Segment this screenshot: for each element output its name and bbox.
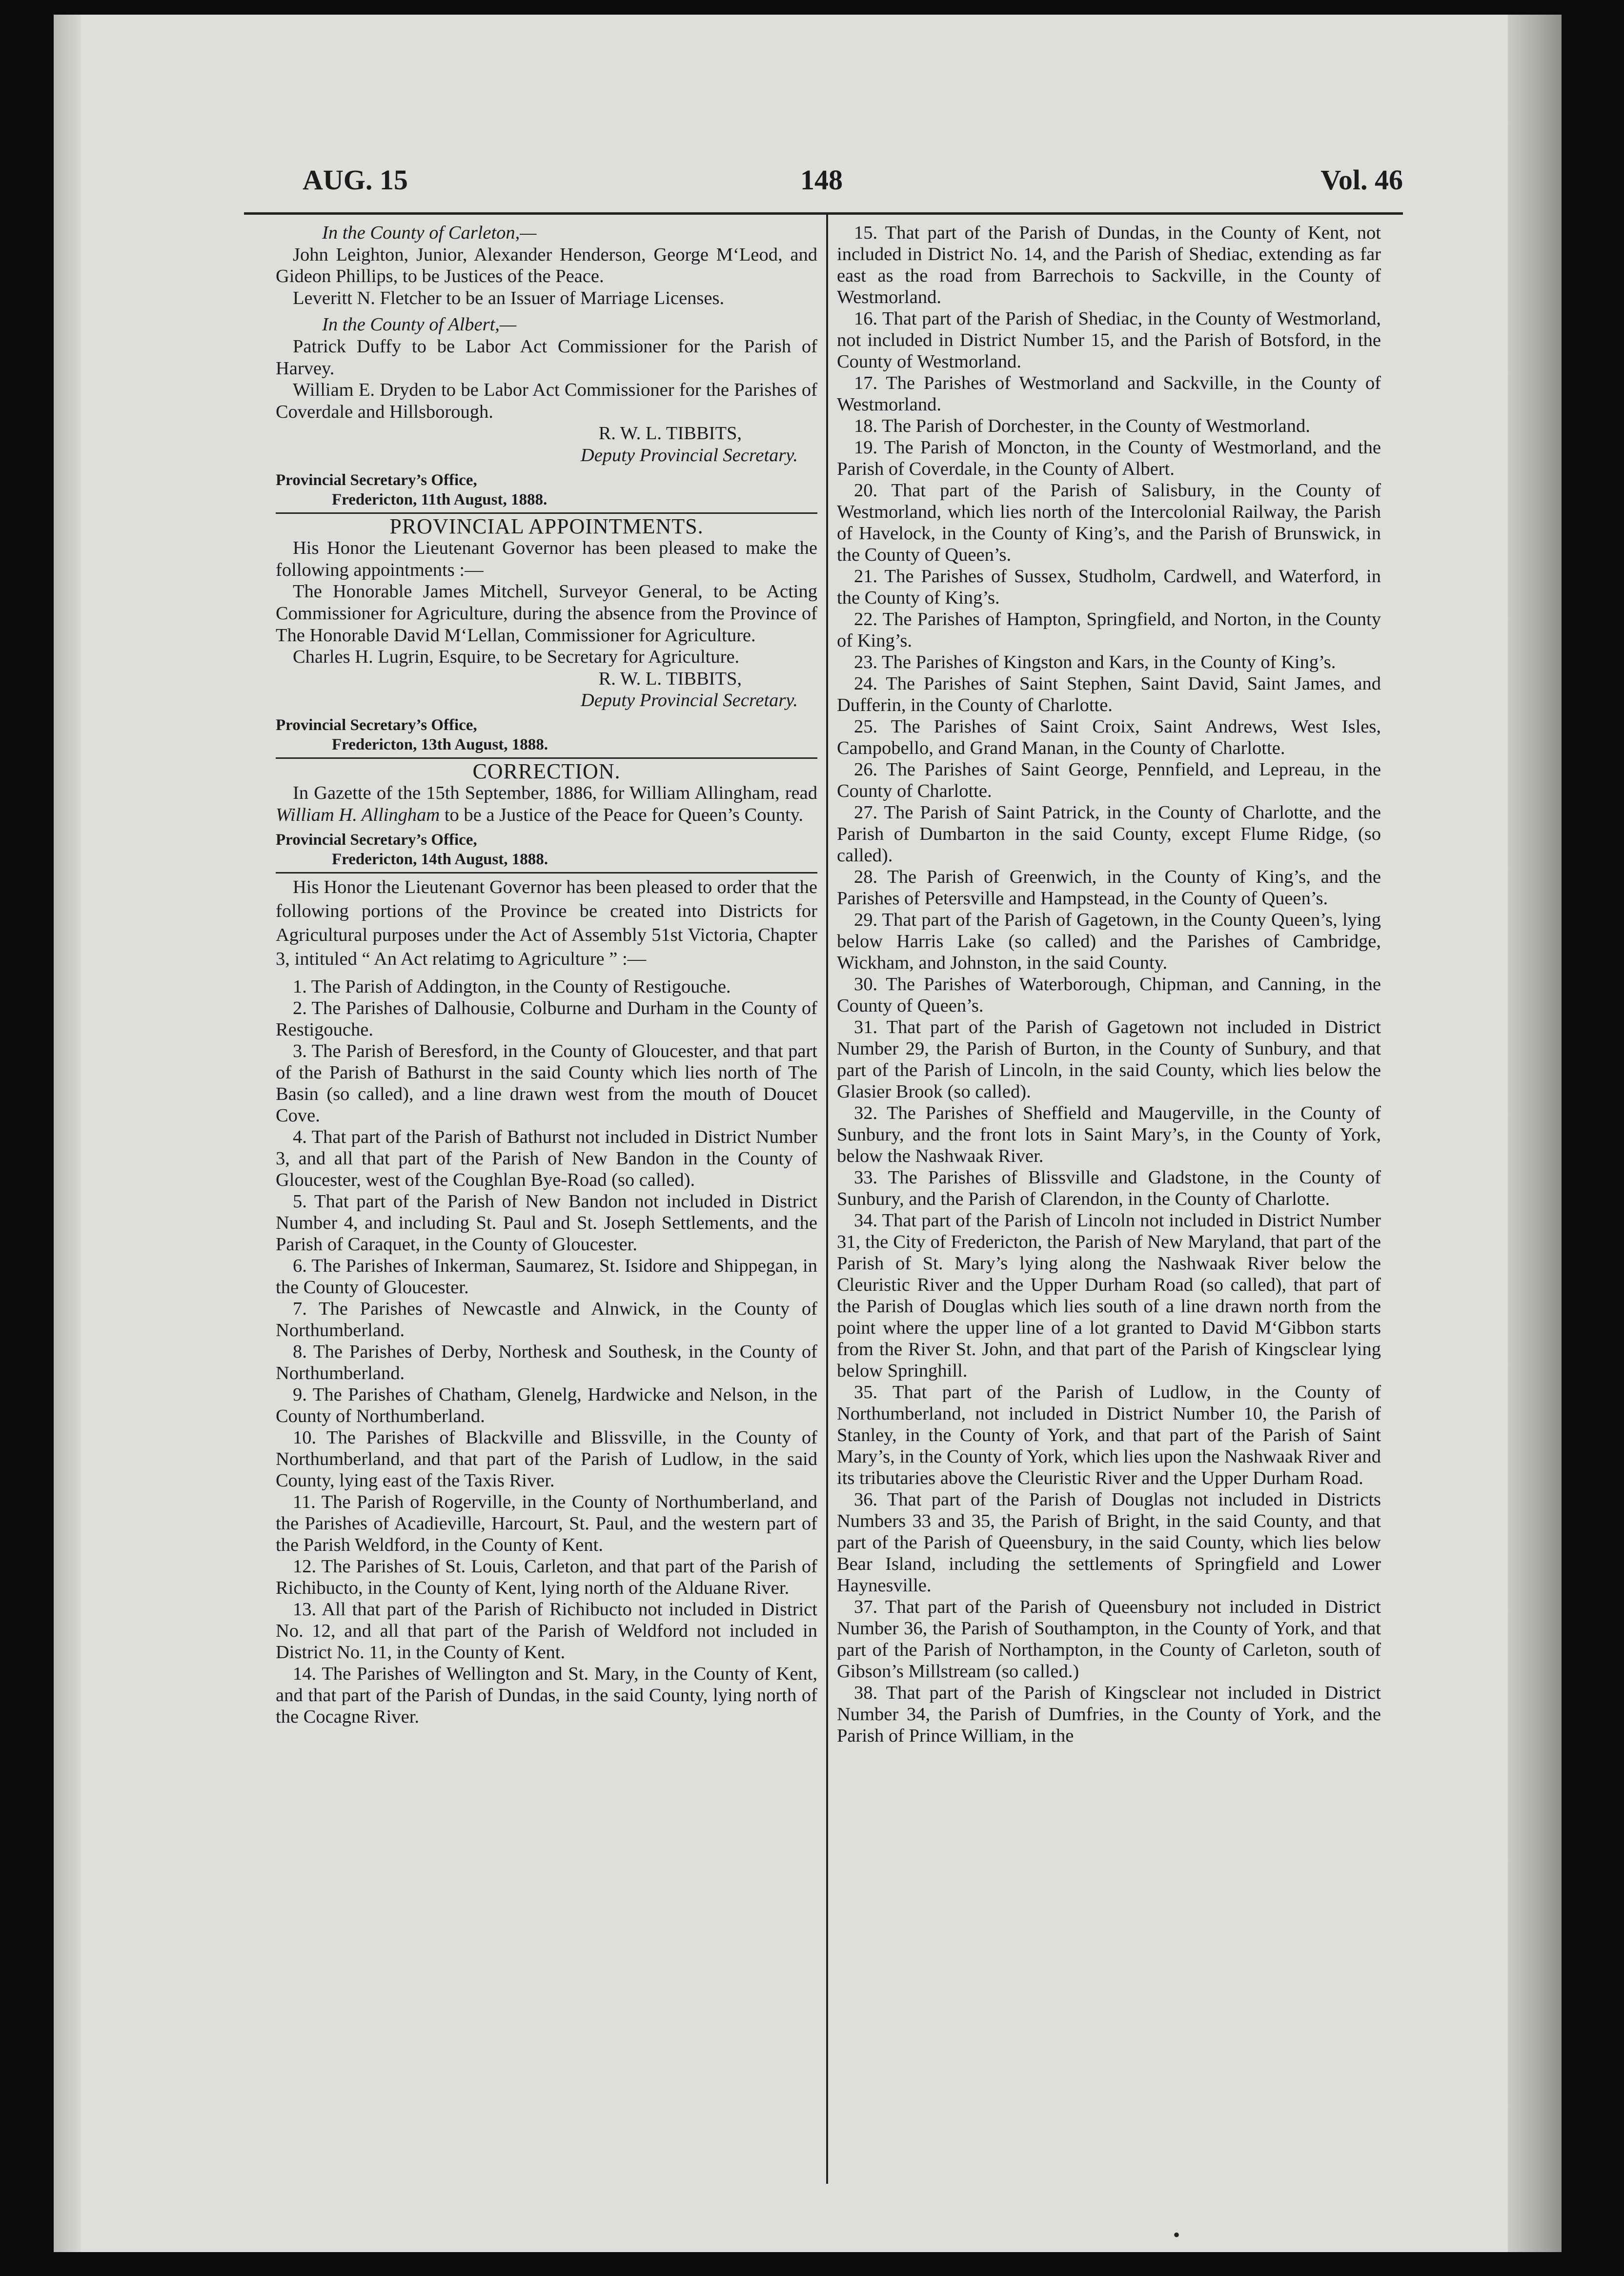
district-item: 33. The Parishes of Blissville and Gladstone, in the County of Sunbury, and the Parish of Clarendon, in the County of Charlotte. xyxy=(837,1167,1381,1209)
district-list-left xyxy=(276,976,817,1727)
district-item: 6. The Parishes of Inkerman, Saumarez, St. Isidore and Shippegan, in the County of Gloucester. xyxy=(276,1256,817,1298)
district-item: 35. That part of the Parish of Ludlow, in the County of Northumberland, not included in District Number 10, the Parish of Stanley, in the County of York, and that part of the Parish of Saint Mary’s, in the County of York, which lies upon the Nashwaak River and its tributaries above the Cleuristic River and the Upper Durham Road. xyxy=(837,1382,1381,1488)
header-volume: Vol. 46 xyxy=(1320,164,1403,196)
districts-intro-block xyxy=(276,875,817,972)
district-item: 16. That part of the Parish of Shediac, in the County of Westmorland, not included in District Number 15, and the Parish of Botsford, in the County of Westmorland. xyxy=(837,308,1381,372)
carleton-issuer: Leveritt N. Fletcher to be an Issuer of Marriage Licenses. xyxy=(293,287,725,308)
correction-text xyxy=(276,782,817,826)
office-date: Fredericton, 14th August, 1888. xyxy=(332,850,548,868)
district-item: 32. The Parishes of Sheffield and Maugerville, in the County of Sunbury, and the front lots in Saint Mary’s, in the County of York, below the Nashwaak River. xyxy=(837,1103,1381,1166)
office-name: Provincial Secretary’s Office, xyxy=(276,716,477,734)
district-item: 38. That part of the Parish of Kingsclear not included in District Number 34, the Parish of Dumfries, in the County of York, and the Parish of Prince William, in the xyxy=(837,1683,1381,1746)
district-item: 24. The Parishes of Saint Stephen, Saint David, Saint James, and Dufferin, in the County of Charlotte. xyxy=(837,673,1381,715)
district-item: 17. The Parishes of Westmorland and Sackville, in the County of Westmorland. xyxy=(837,373,1381,415)
carleton-heading: In the County of Carleton,— xyxy=(322,223,537,243)
district-item: 31. That part of the Parish of Gagetown not included in District Number 29, the Parish of Burton, in the County of Sunbury, and that part of the Parish of Lincoln, in the said County, which lies below the Glasier Brook (so called). xyxy=(837,1017,1381,1102)
appointments-heading: PROVINCIAL APPOINTMENTS. xyxy=(389,514,704,538)
header-page-number: 148 xyxy=(800,164,843,196)
section-rule xyxy=(276,757,817,759)
header-date: AUG. 15 xyxy=(303,164,408,196)
header-rule xyxy=(244,212,1403,215)
district-item: 9. The Parishes of Chatham, Glenelg, Hardwicke and Nelson, in the County of Northumberland. xyxy=(276,1384,817,1427)
office-date: Fredericton, 13th August, 1888. xyxy=(332,735,548,753)
section-rule xyxy=(276,512,817,514)
office-name: Provincial Secretary’s Office, xyxy=(276,831,477,849)
office-dateline xyxy=(276,830,817,869)
appointment-mitchell: The Honorable James Mitchell, Surveyor General, to be Acting Commissioner for Agriculture, during the absence from the Province of The Honorable David M‘Lellan, Commissioner for Agriculture. xyxy=(276,581,817,646)
district-item: 18. The Parish of Dorchester, in the County of Westmorland. xyxy=(854,416,1310,436)
district-item: 22. The Parishes of Hampton, Springfield, and Norton, in the County of King’s. xyxy=(837,609,1381,651)
district-item: 25. The Parishes of Saint Croix, Saint Andrews, West Isles, Campobello, and Grand Manan, in the County of Charlotte. xyxy=(837,716,1381,758)
section-rule xyxy=(276,872,817,874)
district-item: 4. That part of the Parish of Bathurst not included in District Number 3, and all that part of the Parish of New Bandon in the County of Gloucester, west of the Coughlan Bye-Road (so called). xyxy=(276,1127,817,1191)
office-dateline xyxy=(276,470,817,509)
right-column xyxy=(837,222,1381,1747)
district-item: 7. The Parishes of Newcastle and Alnwick, in the County of Northumberland. xyxy=(276,1299,817,1341)
office-name: Provincial Secretary’s Office, xyxy=(276,471,477,489)
district-item: 13. All that part of the Parish of Richibucto not included in District No. 12, and all that part of the Parish of Weldford not included in District No. 11, in the County of Kent. xyxy=(276,1599,817,1663)
albert-heading: In the County of Albert,— xyxy=(322,314,517,335)
carleton-justices: John Leighton, Junior, Alexander Henderson, George M‘Leod, and Gideon Phillips, to be Justices of the Peace. xyxy=(276,244,817,287)
correction-name: William H. Allingham xyxy=(276,805,440,826)
district-item: 15. That part of the Parish of Dundas, in the County of Kent, not included in District No. 14, and the Parish of Shediac, extending as far east as the road from Barrechois to Sackville, in the County of Westmorland. xyxy=(837,223,1381,307)
district-item: 26. The Parishes of Saint George, Pennfield, and Lepreau, in the County of Charlotte. xyxy=(837,759,1381,801)
district-item: 28. The Parish of Greenwich, in the County of King’s, and the Parishes of Petersville and Hampstead, in the County of Queen’s. xyxy=(837,867,1381,909)
district-item: 8. The Parishes of Derby, Northesk and Southesk, in the County of Northumberland. xyxy=(276,1341,817,1384)
correction-text-end: to be a Justice of the Peace for Queen’s County. xyxy=(444,805,804,826)
page-bullet-mark: • xyxy=(1173,2224,1180,2246)
district-item: 23. The Parishes of Kingston and Kars, in the County of King’s. xyxy=(854,652,1336,672)
district-item: 11. The Parish of Rogerville, in the County of Northumberland, and the Parishes of Acadieville, Harcourt, St. Paul, and the western part of the Parish Weldford, in the County of Kent. xyxy=(276,1492,817,1556)
district-item: 36. That part of the Parish of Douglas not included in Districts Numbers 33 and 35, the Parish of Bright, in the said County, and that part of the Parish of Queensbury, in the said County, which lies below Bear Island, including the settlements of Springfield and Lower Haynesville. xyxy=(837,1489,1381,1596)
district-item: 10. The Parishes of Blackville and Blissville, in the County of Northumberland, and that part of the Parish of Ludlow, in the said County, lying east of the Taxis River. xyxy=(276,1427,817,1491)
appointment-lugrin: Charles H. Lugrin, Esquire, to be Secretary for Agriculture. xyxy=(293,647,740,668)
column-divider xyxy=(826,215,828,2184)
district-item: 21. The Parishes of Sussex, Studholm, Cardwell, and Waterford, in the County of King’s. xyxy=(837,566,1381,608)
page-edge xyxy=(1508,15,1562,2252)
district-item: 1. The Parish of Addington, in the County of Restigouche. xyxy=(293,976,731,997)
albert-dryden: William E. Dryden to be Labor Act Commissioner for the Parishes of Coverdale and Hillsborough. xyxy=(276,380,817,422)
page-header xyxy=(244,159,1403,203)
albert-duffy: Patrick Duffy to be Labor Act Commissioner for the Parish of Harvey. xyxy=(276,336,817,379)
page-binding xyxy=(54,15,81,2252)
district-item: 27. The Parish of Saint Patrick, in the County of Charlotte, and the Parish of Dumbarton in the said County, except Flume Ridge, (so called). xyxy=(837,802,1381,866)
signature-title: Deputy Provincial Secretary. xyxy=(580,690,798,711)
left-column xyxy=(276,222,817,1727)
signature-title: Deputy Provincial Secretary. xyxy=(580,445,798,466)
district-item: 29. That part of the Parish of Gagetown, in the County Queen’s, lying below Harris Lake (so called) and the Parishes of Cambridge, Wickham, and Johnston, in the said County. xyxy=(837,910,1381,973)
district-item: 34. That part of the Parish of Lincoln not included in District Number 31, the City of Fredericton, the Parish of New Maryland, that part of the Parish of St. Mary’s lying along the Nashwaak River below the Cleuristic River and the Upper Durham Road (so called), that part of the Parish of Douglas which lies south of a line drawn north from the point where the upper line of a lot granted to David M‘Gibbon starts from the River St. John, and that part of the Parish of Kingsclear lying below Springhill. xyxy=(837,1210,1381,1381)
district-item: 20. That part of the Parish of Salisbury, in the County of Westmorland, which lies north of the Intercolonial Railway, the Parish of Havelock, in the County of King’s, and the Parish of Brunswick, in the County of Queen’s. xyxy=(837,480,1381,565)
correction-text-start: In Gazette of the 15th September, 1886, for William Allingham, read xyxy=(293,783,817,804)
district-item: 30. The Parishes of Waterborough, Chipman, and Canning, in the County of Queen’s. xyxy=(837,974,1381,1016)
district-item: 14. The Parishes of Wellington and St. Mary, in the County of Kent, and that part of the Parish of Dundas, in the said County, lying north of the Cocagne River. xyxy=(276,1664,817,1727)
district-item: 12. The Parishes of St. Louis, Carleton, and that part of the Parish of Richibucto, in the County of Kent, lying north of the Alduane River. xyxy=(276,1556,817,1599)
district-item: 3. The Parish of Beresford, in the County of Gloucester, and that part of the Parish of Bathurst in the said County which lies north of The Basin (so called), and a line drawn west from the mouth of Doucet Cove. xyxy=(276,1041,817,1126)
signature-name: R. W. L. TIBBITS, xyxy=(598,668,742,689)
appointments-intro: His Honor the Lieutenant Governor has been pleased to make the following appointments :— xyxy=(276,538,817,580)
district-item: 5. That part of the Parish of New Bandon not included in District Number 4, and including St. Paul and St. Joseph Settlements, and the Parish of Caraquet, in the County of Gloucester. xyxy=(276,1191,817,1255)
district-item: 2. The Parishes of Dalhousie, Colburne and Durham in the County of Restigouche. xyxy=(276,998,817,1040)
signature-name: R. W. L. TIBBITS, xyxy=(598,423,742,444)
office-date: Fredericton, 11th August, 1888. xyxy=(332,490,548,508)
districts-intro: His Honor the Lieutenant Governor has been pleased to order that the following portions of the Province be created into Districts for Agricultural purposes under the Act of Assembly 51st Victoria, Chapter 3, intituled “ An Act relatimg to Agriculture ” :— xyxy=(276,876,817,970)
office-dateline xyxy=(276,715,817,754)
correction-heading: CORRECTION. xyxy=(472,759,621,783)
district-item: 19. The Parish of Moncton, in the County of Westmorland, and the Parish of Coverdale, in the County of Albert. xyxy=(837,437,1381,479)
district-item: 37. That part of the Parish of Queensbury not included in District Number 36, the Parish of Southampton, in the County of York, and that part of the Parish of Northampton, in the County of Carleton, south of Gibson’s Millstream (so called.) xyxy=(837,1597,1381,1682)
